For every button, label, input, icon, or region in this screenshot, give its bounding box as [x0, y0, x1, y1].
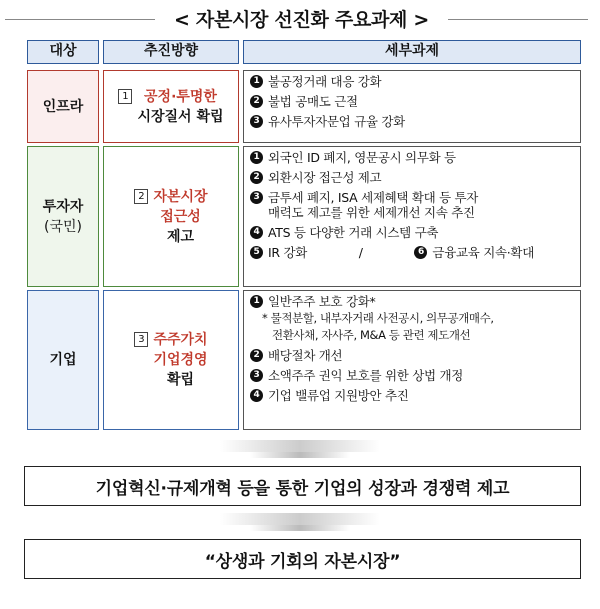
down-arrow-icon: [220, 440, 380, 452]
number-box: 2: [134, 189, 148, 204]
detail-list-2: [243, 146, 581, 287]
separator: /: [358, 245, 363, 260]
circled-number-icon: 2: [250, 95, 263, 108]
detail-item: [250, 368, 574, 383]
circled-number-icon: 1: [250, 151, 263, 164]
circled-number-icon: 2: [250, 171, 263, 184]
detail-item: [250, 150, 574, 165]
detail-item: [250, 114, 574, 129]
title-rule-right: [448, 19, 588, 20]
direction-text: 확립: [166, 372, 195, 388]
circled-number-icon: 3: [250, 191, 263, 204]
detail-text: 배당절차 개선: [268, 348, 343, 363]
circled-number-icon: 5: [250, 246, 263, 259]
detail-list-3: [243, 290, 581, 430]
direction-highlight: 기업경영: [153, 352, 208, 368]
circled-number-icon: 3: [250, 115, 263, 128]
detail-list-1: [243, 70, 581, 143]
detail-item: [250, 74, 574, 89]
header-category: 대상: [27, 40, 99, 64]
down-arrow-icon: [220, 513, 380, 525]
title-rule-left: [5, 19, 155, 20]
detail-text: 일반주주 보호 강화*: [268, 294, 376, 309]
direction-highlight: 주주가치: [153, 332, 208, 348]
circled-number-icon: 6: [414, 246, 427, 259]
direction-highlight: 공정·투명한: [144, 88, 217, 105]
detail-item: [250, 388, 574, 403]
detail-item: [250, 170, 574, 185]
direction-3: [103, 290, 239, 430]
category-label: 인프라: [42, 98, 84, 115]
down-arrow-tip-icon: [250, 525, 350, 531]
detail-text: 기업 밸류업 지원방안 추진: [268, 388, 409, 403]
detail-item: [250, 294, 574, 309]
circled-number-icon: 3: [250, 369, 263, 382]
category-sublabel: (국민): [44, 218, 82, 235]
direction-2: [103, 146, 239, 287]
detail-item: [250, 225, 574, 240]
detail-item: [250, 348, 574, 363]
category-label: 기업: [49, 352, 77, 368]
detail-text: 외국인 ID 폐지, 영문공시 의무화 등: [268, 150, 456, 165]
page-title: < 자본시장 선진화 주요과제 >: [173, 9, 430, 31]
number-box: 1: [118, 89, 132, 104]
category-investor: [27, 146, 99, 287]
result-box-growth: 기업혁신·규제개혁 등을 통한 기업의 성장과 경쟁력 제고: [24, 466, 581, 506]
detail-text-continued: 매력도 제고를 위한 세제개선 지속 추진: [268, 205, 475, 220]
category-infra: [27, 70, 99, 143]
detail-text: IR 강화: [268, 245, 307, 260]
detail-text: 외환시장 접근성 제고: [268, 170, 382, 185]
direction-highlight: 접근성: [160, 208, 201, 225]
detail-text: ATS 등 다양한 거래 시스템 구축: [268, 225, 439, 240]
detail-text: 소액주주 권익 보호를 위한 상법 개정: [268, 368, 463, 383]
detail-text: 금융교육 지속·확대: [432, 245, 534, 260]
detail-item: [250, 190, 574, 220]
circled-number-icon: 4: [250, 226, 263, 239]
direction-text: 시장질서 확립: [137, 108, 224, 125]
direction-text: 제고: [166, 228, 195, 245]
circled-number-icon: 2: [250, 349, 263, 362]
category-label: 투자자: [42, 198, 84, 215]
category-company: [27, 290, 99, 430]
down-arrow-tip-icon: [250, 452, 350, 458]
footnote: * 물적분할, 내부자거래 사전공시, 의무공개매수,: [262, 311, 494, 325]
title-row: [0, 6, 600, 34]
footnote-continued: 전환사채, 자사주, M&A 등 관련 제도개선: [272, 328, 471, 342]
circled-number-icon: 1: [250, 295, 263, 308]
detail-text: 유사투자자문업 규율 강화: [268, 114, 405, 129]
circled-number-icon: 1: [250, 75, 263, 88]
number-box: 3: [134, 332, 148, 347]
detail-item: [250, 94, 574, 109]
direction-highlight: 자본시장: [153, 188, 208, 205]
circled-number-icon: 4: [250, 389, 263, 402]
detail-item-split: [250, 245, 574, 260]
detail-text: 불공정거래 대응 강화: [268, 74, 382, 89]
result-box-vision: “상생과 기회의 자본시장”: [24, 539, 581, 579]
direction-1: [103, 70, 239, 143]
detail-text: 금투세 폐지, ISA 세제혜택 확대 등 투자: [268, 190, 479, 205]
header-direction: 추진방향: [103, 40, 239, 64]
detail-text: 불법 공매도 근절: [268, 94, 358, 109]
header-detail: 세부과제: [243, 40, 581, 64]
